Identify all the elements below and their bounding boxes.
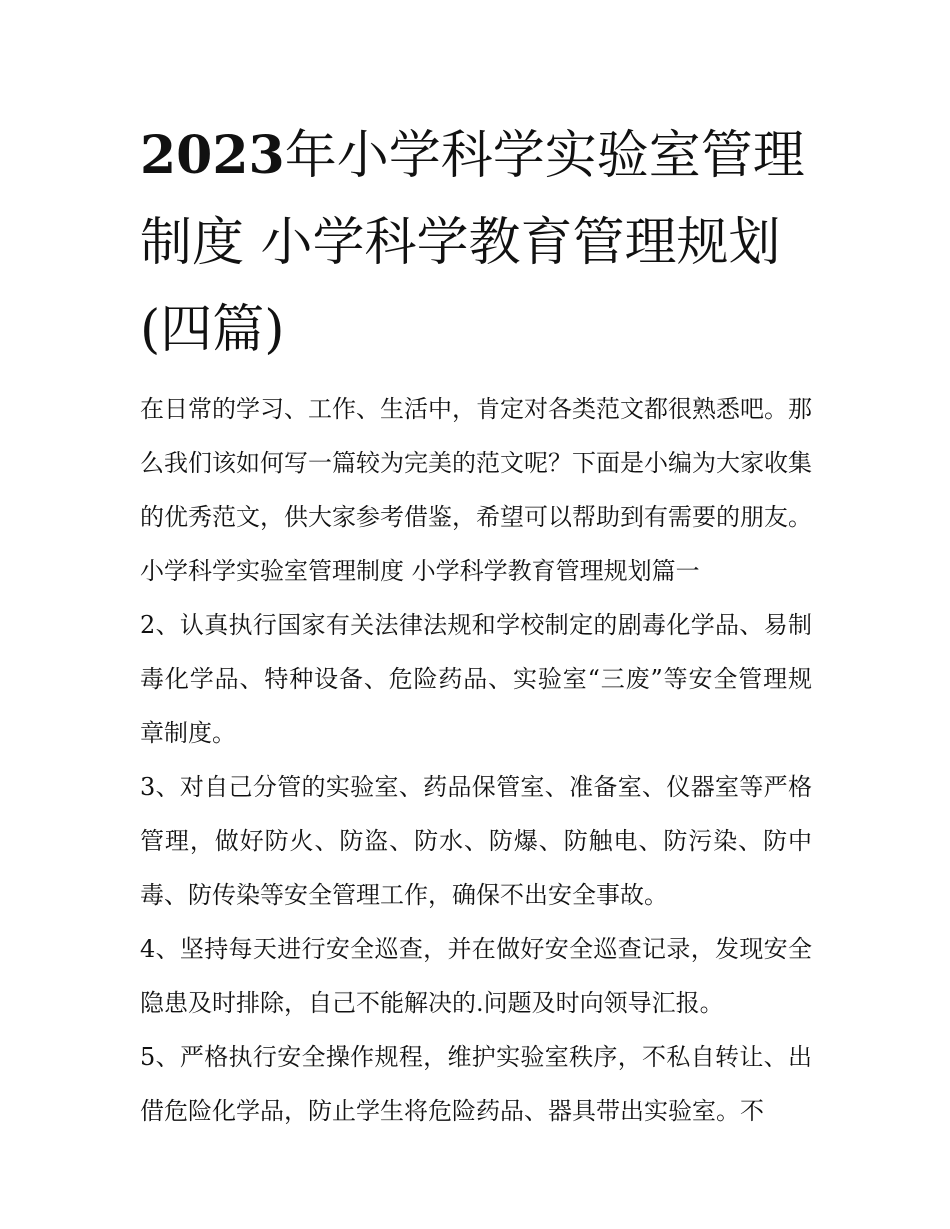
rule-paragraph-5: 5、严格执行安全操作规程，维护实验室秩序，不私自转让、出借危险化学品，防止学生将危险药品、器具带出实验室。不 — [140, 1043, 812, 1125]
intro-paragraph: 在日常的学习、工作、生活中，肯定对各类范文都很熟悉吧。那么我们该如何写一篇较为完美的范文呢？下面是小编为大家收集的优秀范文，供大家参考借鉴，希望可以帮助到有需要的朋友。 — [140, 395, 812, 531]
rule-paragraph-2: 2、认真执行国家有关法律法规和学校制定的剧毒化学品、易制毒化学品、特种设备、危险药品、实验室“三废”等安全管理规章制度。 — [140, 611, 812, 747]
rule-paragraph-4: 4、坚持每天进行安全巡查，并在做好安全巡查记录，发现安全隐患及时排除，自己不能解决的.问题及时向领导汇报。 — [140, 935, 812, 1017]
document-title — [140, 112, 812, 374]
rule-paragraph-3: 3、对自己分管的实验室、药品保管室、准备室、仪器室等严格管理，做好防火、防盗、防水、防爆、防触电、防污染、防中毒、防传染等安全管理工作，确保不出安全事故。 — [140, 773, 812, 909]
document-page — [140, 112, 812, 1138]
section-heading: 小学科学实验室管理制度 小学科学教育管理规划篇一 — [140, 557, 700, 585]
title-year: 2023 — [140, 125, 285, 186]
title-text: 年小学科学实验室管理制度 小学科学教育管理规划(四篇) — [140, 126, 805, 360]
